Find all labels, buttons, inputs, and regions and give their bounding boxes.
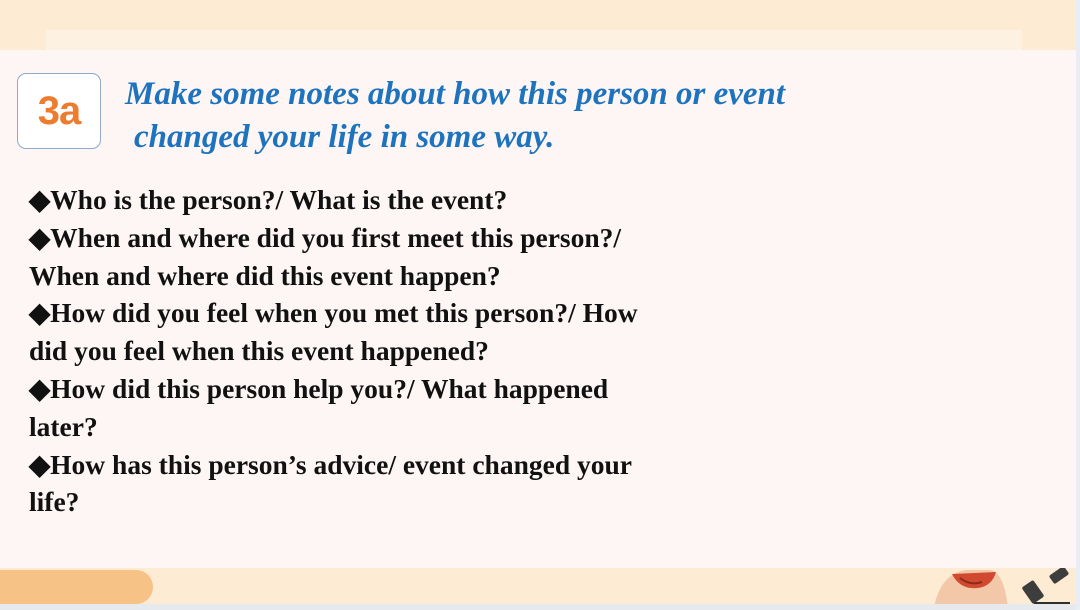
question-list	[29, 181, 749, 521]
section-badge-label: 3a	[37, 88, 81, 133]
question-line: ◆When and where did you first meet this person?/	[29, 221, 622, 253]
instruction-line-2: changed your life in some way.	[134, 119, 555, 155]
question-line: ◆Who is the person?/ What is the event?	[29, 184, 508, 215]
question-line: ◆How did you feel when you met this person?/ How	[29, 297, 638, 329]
question-line: ◆How has this person’s advice/ event changed your	[29, 448, 632, 480]
right-edge	[1076, 0, 1080, 610]
question-line: ◆How did this person help you?/ What happened	[29, 372, 609, 404]
top-decor-strip	[46, 30, 1022, 52]
bottom-edge	[0, 604, 1080, 610]
bottom-decor-pill	[0, 570, 153, 604]
instruction-line-1: Make some notes about how this person or event	[125, 76, 786, 112]
instruction-text	[125, 73, 885, 159]
question-line: When and where did this event happen?	[29, 259, 501, 291]
question-line: life?	[29, 486, 80, 518]
section-badge	[17, 73, 101, 149]
person-illustration-icon	[930, 568, 1076, 608]
question-line: later?	[29, 410, 98, 442]
question-line: did you feel when this event happened?	[29, 335, 489, 367]
